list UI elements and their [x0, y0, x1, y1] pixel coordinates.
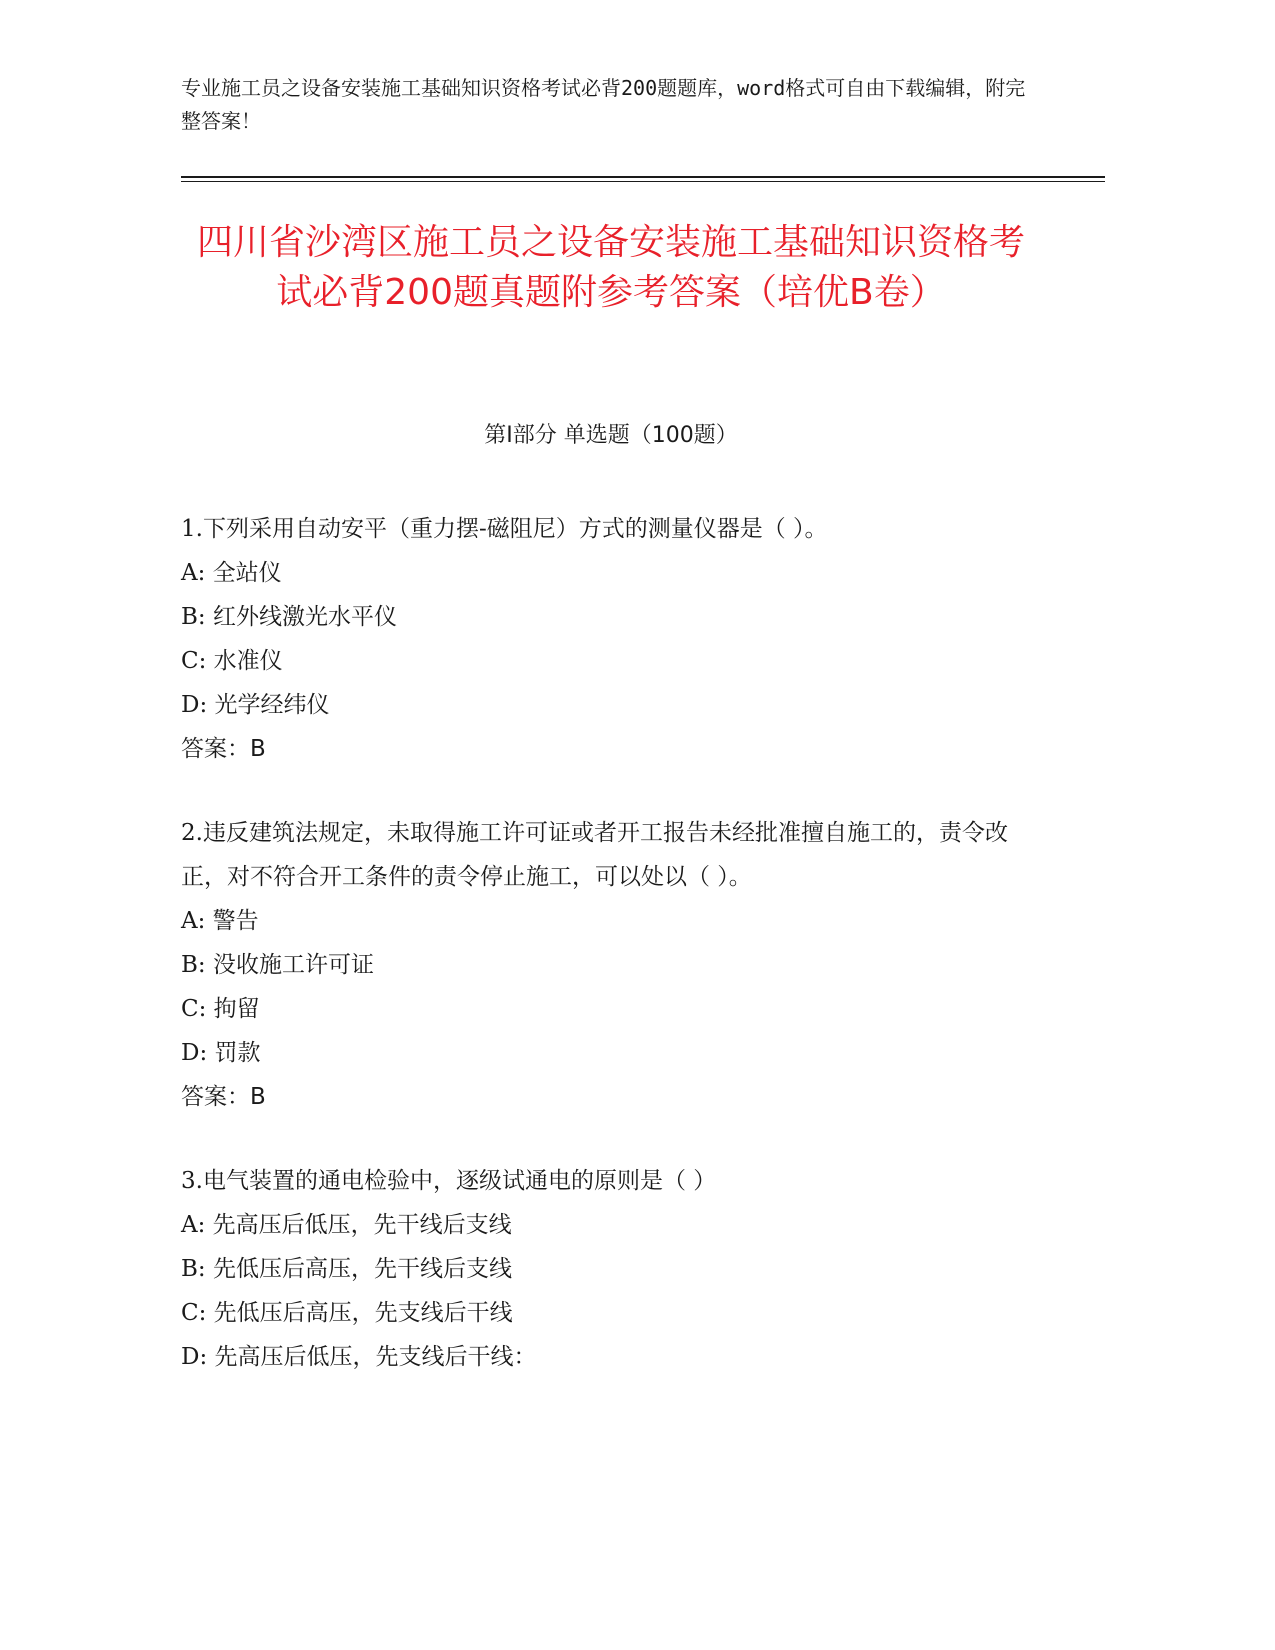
question-stem: 2.违反建筑法规定，未取得施工许可证或者开工报告未经批准擅自施工的，责令改正，对不符合开工条件的责令停止施工，可以处以（ ）。 [181, 820, 1008, 890]
option-d: D: 先高压后低压，先支线后干线： [181, 1344, 537, 1370]
header-note: 专业施工员之设备安装施工基础知识资格考试必背200题题库，word格式可自由下载编辑，附完整答案！ [181, 76, 1026, 133]
header-divider-thick [181, 176, 1105, 178]
option-c: C: 先低压后高压，先支线后干线 [181, 1300, 513, 1326]
question-3 [181, 1159, 1041, 1379]
option-b: B: 没收施工许可证 [181, 952, 374, 978]
option-c: C: 拘留 [181, 996, 260, 1022]
question-2 [181, 811, 1041, 1119]
option-a: A: 先高压后低压，先干线后支线 [181, 1212, 512, 1238]
answer: 答案：B [181, 1084, 266, 1110]
question-stem: 3.电气装置的通电检验中，逐级试通电的原则是（ ） [181, 1168, 717, 1194]
answer: 答案：B [181, 736, 266, 762]
option-a: A: 警告 [181, 908, 259, 934]
option-c: C: 水准仪 [181, 648, 283, 674]
option-b: B: 先低压后高压，先干线后支线 [181, 1256, 512, 1282]
option-d: D: 罚款 [181, 1040, 261, 1066]
document-title: 四川省沙湾区施工员之设备安装施工基础知识资格考试必背200题真题附参考答案（培优B卷） [196, 222, 1025, 313]
section-title: 第Ⅰ部分 单选题（100题） [484, 423, 738, 448]
question-list [181, 507, 1041, 1419]
option-d: D: 光学经纬仪 [181, 692, 330, 718]
option-b: B: 红外线激光水平仪 [181, 604, 397, 630]
option-a: A: 全站仪 [181, 560, 282, 586]
header-divider-thin [181, 181, 1105, 182]
question-1 [181, 507, 1041, 771]
question-stem: 1.下列采用自动安平（重力摆-磁阻尼）方式的测量仪器是（ ）。 [181, 516, 828, 542]
